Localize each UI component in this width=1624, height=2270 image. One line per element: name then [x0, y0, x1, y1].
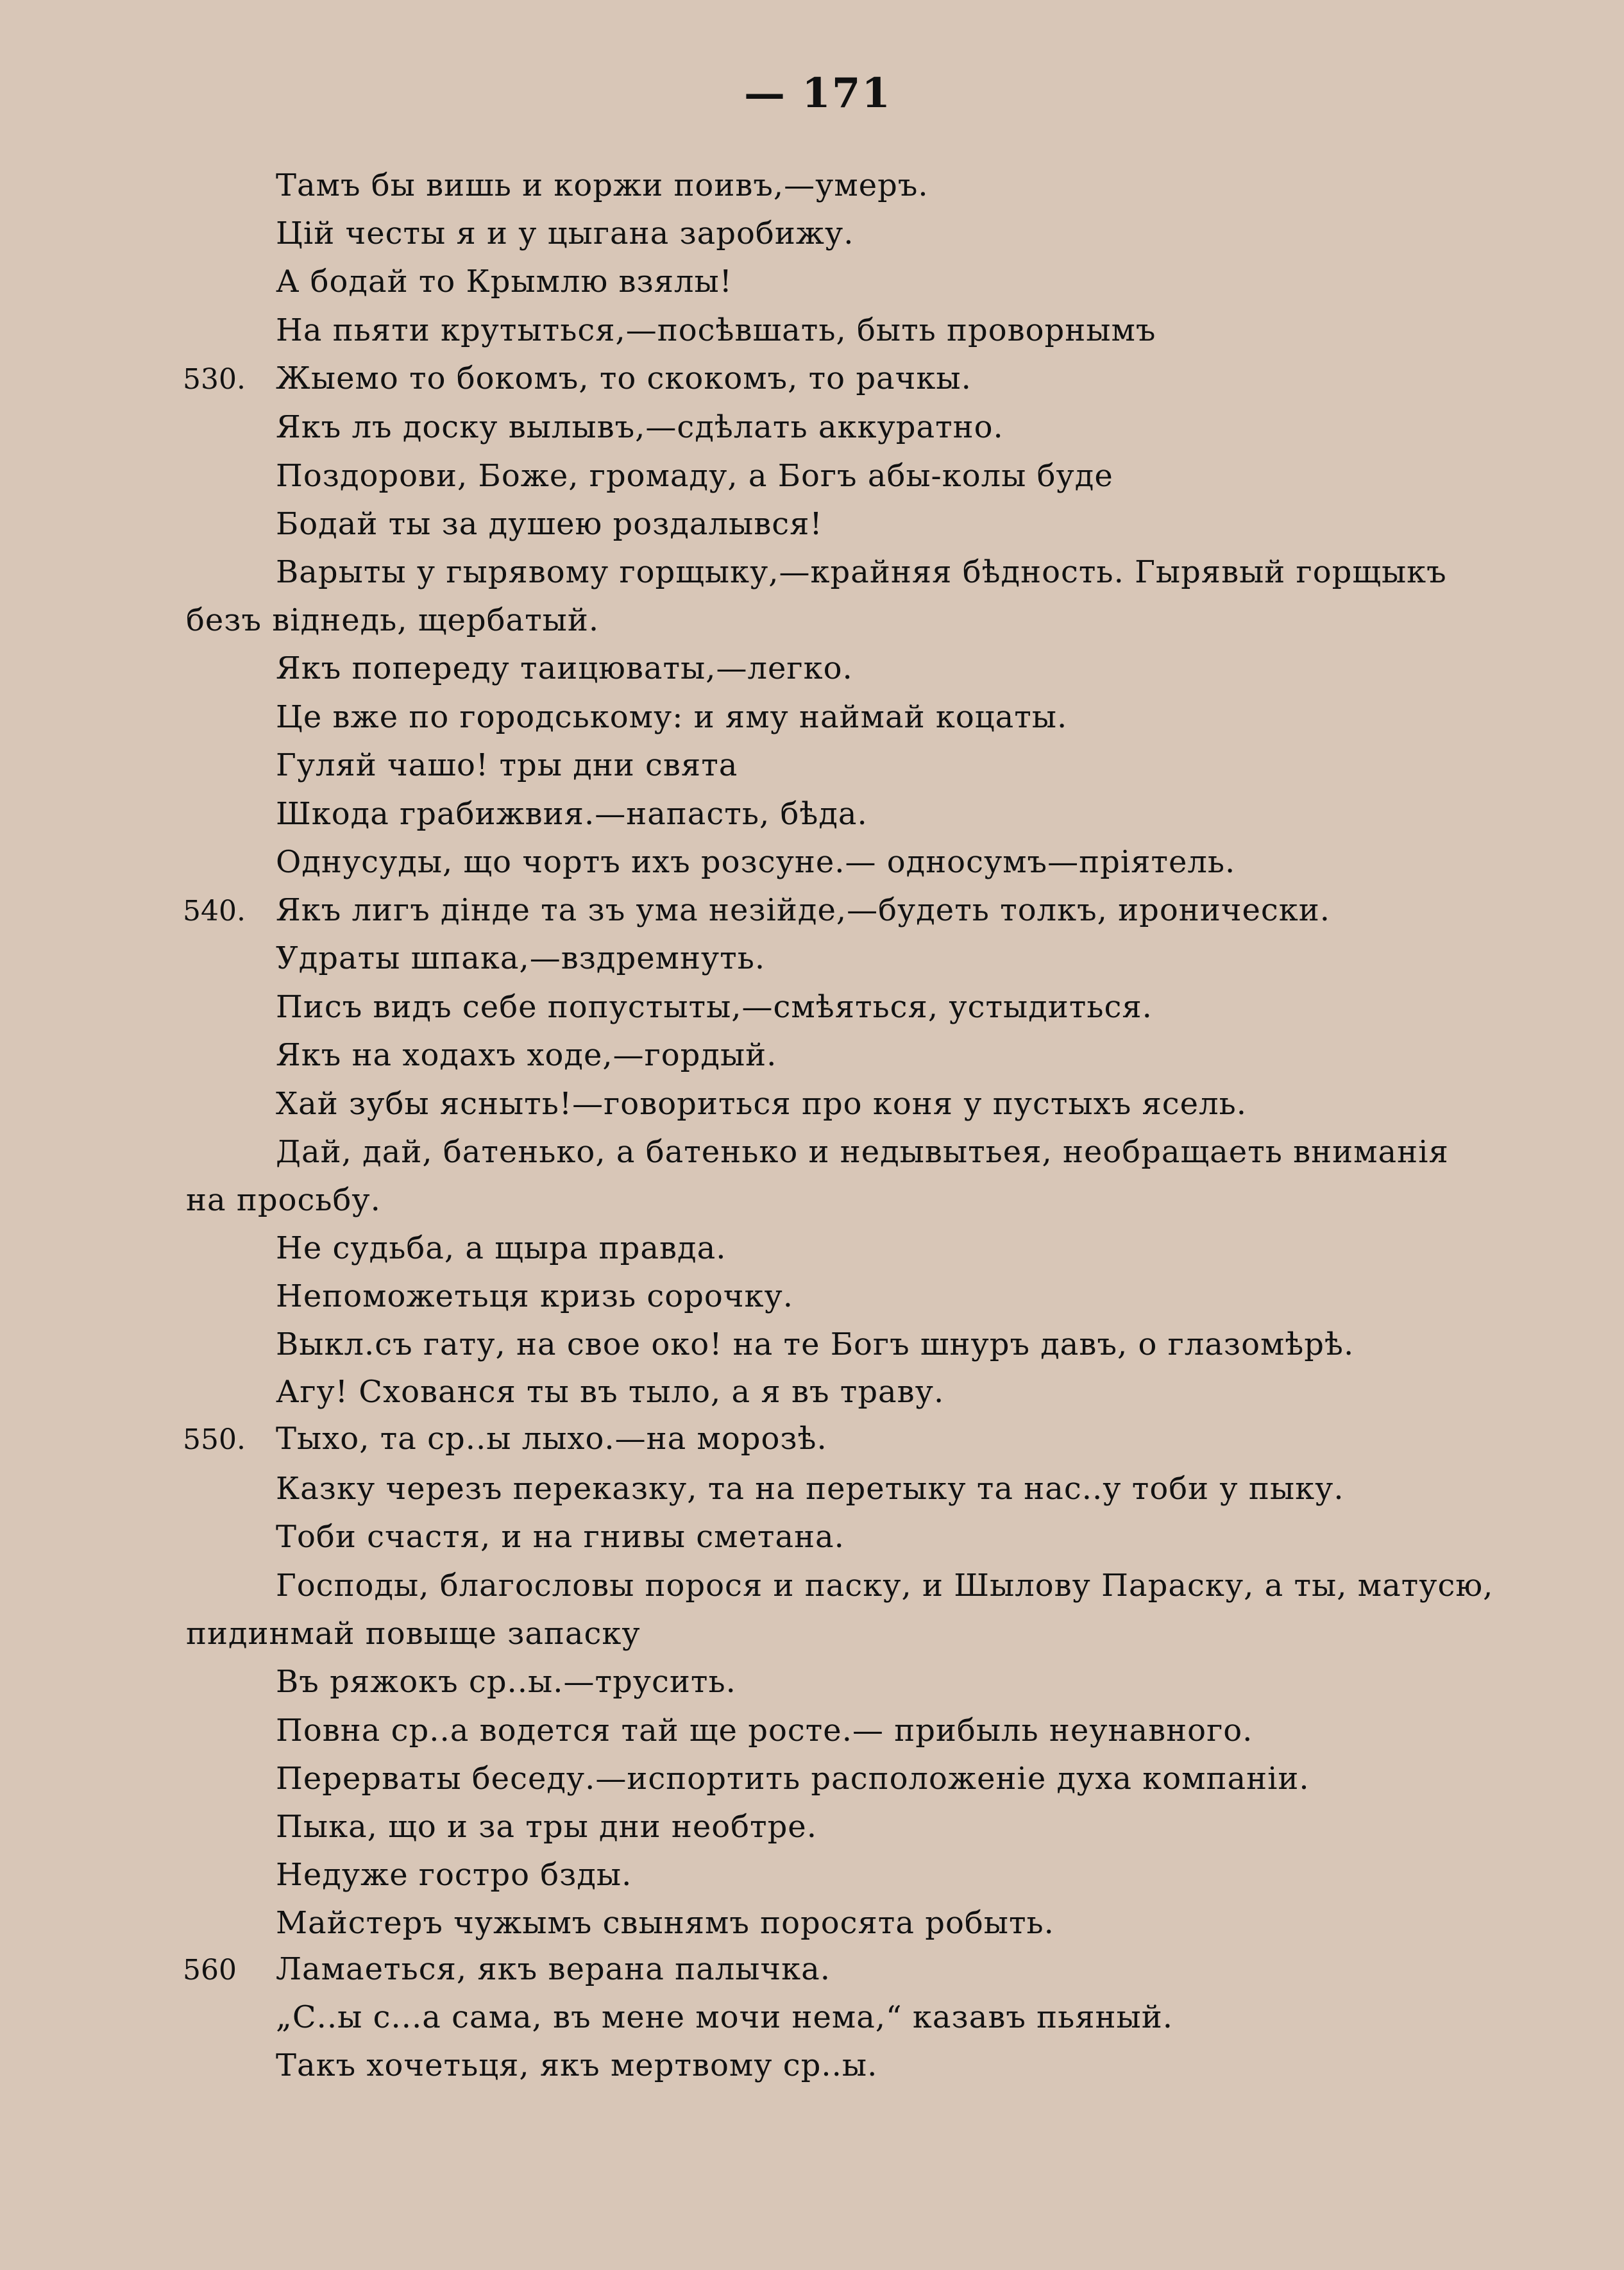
text-line: Якъ лигъ дінде та зъ ума незійде,—будеть толкъ, иронически.: [276, 892, 1331, 928]
text-line: „С..ы с...а сама, въ мене мочи нема,“ казавъ пьяный.: [276, 1999, 1173, 2035]
text-line: На пьяти крутыться,—посѣвшать, быть проворнымъ: [276, 312, 1156, 348]
margin-line-number: 550.: [183, 1423, 246, 1456]
text-line: Поздорови, Боже, громаду, а Богъ абы-колы буде: [276, 458, 1113, 494]
text-line: Бодай ты за душею роздалывся!: [276, 506, 823, 542]
text-line: Шкода грабижвия.—напасть, бѣда.: [276, 796, 868, 832]
page-number: — 171: [744, 69, 892, 117]
text-line: Гуляй чашо! тры дни свята: [276, 747, 738, 783]
text-line: Перерваты беседу.—испортить расположеніе духа компаніи.: [276, 1761, 1310, 1797]
margin-line-number: 540.: [183, 895, 246, 927]
text-line: Варыты у гырявому горщыку,—крайняя бѣдность. Гырявый горщыкъ: [276, 554, 1447, 590]
text-line: Удраты шпака,—вздремнуть.: [276, 940, 766, 976]
text-line-continuation: пидинмай повыще запаску: [186, 1616, 641, 1652]
text-line: Якъ на ходахъ ходе,—гордый.: [276, 1037, 777, 1073]
text-line: Выкл.съ гату, на свое око! на те Богъ шнуръ давъ, о глазомѣрѣ.: [276, 1326, 1355, 1362]
text-line-continuation: на просьбу.: [186, 1182, 381, 1218]
text-line: Майстеръ чужымъ свынямъ поросята робыть.: [276, 1905, 1054, 1941]
text-line: Хай зубы ясныть!—говориться про коня у пустыхъ ясель.: [276, 1086, 1247, 1122]
text-line: Однусуды, що чортъ ихъ розсуне.— односумъ—пріятель.: [276, 844, 1236, 880]
text-line: Пыка, що и за тры дни необтре.: [276, 1809, 817, 1845]
text-line-continuation: безъ віднедь, щербатый.: [186, 602, 600, 638]
text-line: Це вже по городському: и яму наймай коцаты.: [276, 699, 1068, 735]
margin-line-number: 530.: [183, 363, 246, 396]
text-line: Тамъ бы вишь и коржи поивъ,—умеръ.: [276, 167, 929, 203]
text-line: Ламаеться, якъ верана палычка.: [276, 1951, 831, 1987]
margin-line-number: 560: [183, 1954, 237, 1986]
text-line: Агу! Схованся ты въ тыло, а я въ траву.: [276, 1374, 945, 1410]
text-line: Дай, дай, батенько, а батенько и недывытьея, необращаеть вниманія: [276, 1134, 1449, 1170]
text-line: Такъ хочетьця, якъ мертвому ср..ы.: [276, 2047, 878, 2083]
text-line: Цій честы я и у цыгана заробижу.: [276, 216, 854, 251]
text-line: Якъ попереду таицюваты,—легко.: [276, 650, 853, 686]
text-line: Казку черезъ переказку, та на перетыку та нас..у тоби у пыку.: [276, 1471, 1344, 1507]
text-line: Тоби счастя, и на гнивы сметана.: [276, 1519, 845, 1555]
text-line: Тыхо, та ср..ы лыхо.—на морозѣ.: [276, 1421, 827, 1457]
text-line: Недуже гостро бзды.: [276, 1857, 632, 1893]
text-line: Жыемо то бокомъ, то скокомъ, то рачкы.: [276, 360, 972, 396]
text-line: Не судьба, а щыра правда.: [276, 1230, 727, 1266]
text-line: А бодай то Крымлю взялы!: [276, 264, 732, 300]
text-line: Господы, благословы порося и паску, и Шылову Параску, а ты, матусю,: [276, 1568, 1494, 1604]
text-line: Повна ср..а водется тай ще росте.— прибыль неунавного.: [276, 1713, 1253, 1749]
text-line: Непоможетьця кризь сорочку.: [276, 1278, 793, 1314]
text-line: Писъ видъ себе попустыты,—смѣяться, устыдиться.: [276, 989, 1153, 1025]
text-line: Въ ряжокъ ср..ы.—трусить.: [276, 1664, 736, 1700]
text-line: Якъ лъ доску вылывъ,—сдѣлать аккуратно.: [276, 409, 1004, 445]
